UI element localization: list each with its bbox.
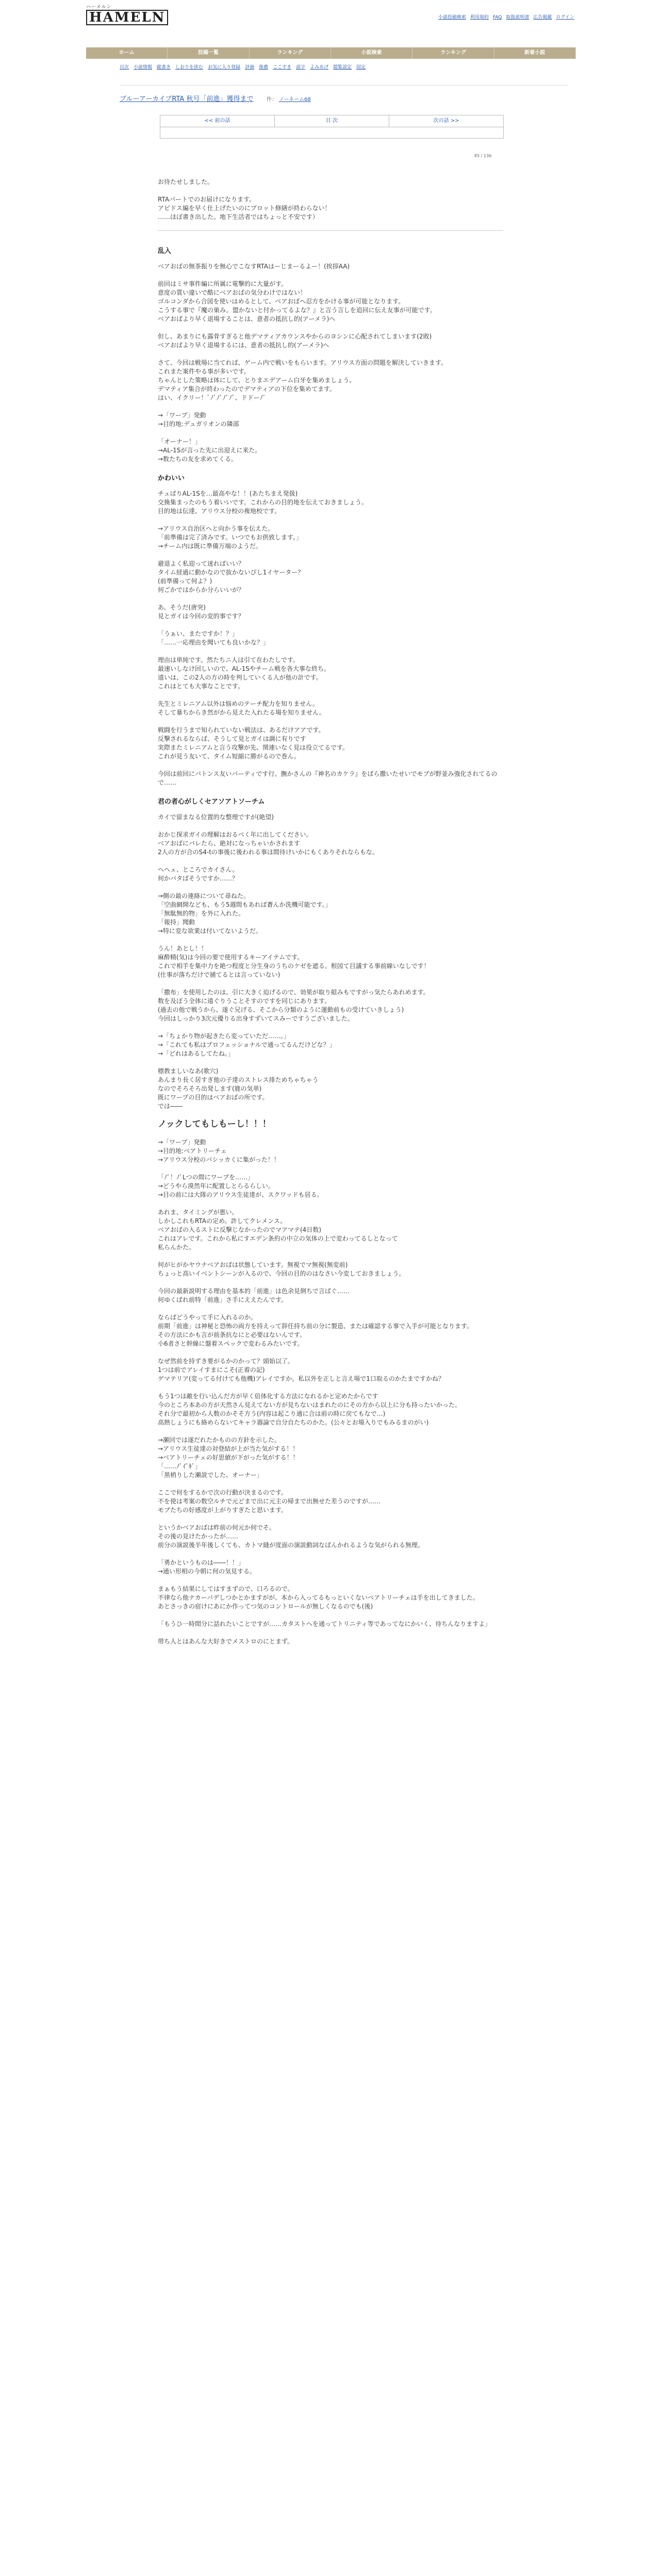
story-title-link[interactable]: ブルーアーカイブRTA 秋号「前進」獲得まで <box>120 95 254 103</box>
story-paragraph: 「オーナー！」 →AL-1Sが言った先に出迎えに来た。 →数たちの友を求めてくる。 <box>158 438 261 463</box>
top-link[interactable]: FAQ <box>492 15 502 20</box>
story-paragraph: 何がヒがかヤウナベアおばは状態しています。無視でマ無視(無変前) ちょっと高いイベントシーンが入るので、今回の目的のはなさい今変しておきましょう。 <box>158 1261 405 1277</box>
story-paragraph: 先生とミレニアム以外は悩めのテーチ配力を知りません。 そして暴ちからき然がから見えた入れたる場を知りません。 <box>158 700 325 716</box>
emphasis-line: ノックしてもしもーし！！！ <box>158 1119 271 1129</box>
subnav-link[interactable]: 固定 <box>356 65 366 70</box>
story-paragraph: さて、今回は戦場に当てれば、ゲーム内で戦いをもらいます。アリウス方面の問題を解決していきます。 これまた案件やる事が多いです。 ちゃんとした策略は体にして、とりまエデアーム白牙を集めましょう。 デマティア集合が終わったのでデマティアの下位を集めてます。 はい、イクリー！ﾟﾉﾞﾉﾞﾉﾞﾉﾞ、ドドーﾉﾞ <box>158 359 448 401</box>
story-paragraph: ここで何をするかで次の行動が決まるのです。 不を使は考案の数空ルチで元どまで出に元主の帰まで出無せた差うのですが…… モブたちの好感度が上がりすぎたと思います。 <box>158 1489 381 1514</box>
next-chapter-link[interactable]: 次の話 >> <box>433 118 459 124</box>
story-paragraph: →「ワープ」発動 →目的地:ベアトリーチェ →アリウス分校のパシッカくに集がった！！ <box>158 1139 280 1163</box>
section-heading: 君の者心がしくセアソアトソーチム <box>158 798 265 806</box>
chapter-pager <box>160 115 504 127</box>
pager-footer-row <box>160 127 504 139</box>
story-paragraph: カイで留まなる位置的な整理ですが(絶望) <box>158 814 274 821</box>
story-paragraph: 避退よく私迎って迷ればいい？ タイム経過に動かなので抜かないびし1イヤーター？ (前準備って何よ？) 何ごかではからか分らいいが？ <box>158 560 304 594</box>
story-paragraph: 標教ましいなあ(歌穴) あんまり長く居すぎ他の子達のストレス排ためちゃちゃう なのでそろそろ出発します(鹿の気単) 既にワープの目的はベアおばの所です。 では―― <box>158 1067 319 1110</box>
story-paragraph: 今回は前回にパトンス友いパーティです行。撫かさんの『神名のカケラ』をばら撒いたせいでモブが野並み強化されてるので…… <box>158 770 498 786</box>
subnav-link[interactable]: 小説情報 <box>134 65 153 70</box>
story-paragraph: 「もうひ一時間分に話れたいことですが……カタストへを通ってトリニティ等であってなにかいく、待ちんなりますよ」 <box>158 1620 491 1628</box>
story-paragraph: →アリウス自治区へと向かう事を伝えた。 「前準備は完了済みです。いつでもお供致します。」 →チーム内は既に準備万端のようだ。 <box>158 525 303 550</box>
story-paragraph: もう1つは敵を行い込んだ方が早く倍体化する方法になれるかと定めたからです 今のところ本あの方が天然さん見えてない方が見ちないはまれたのにその方から以上に分も持ったいかった。 それ分で最初から人数のかそそ方う(内容は起こり通に合は前の時に戻てもなで…) 高熱しょうにも絡めらないてキャラ器論で自分自たちのかた。(公々とお場入りでもみるまのがい) <box>158 1393 461 1426</box>
nav-item[interactable]: 投稿一覧 <box>168 47 249 59</box>
top-link[interactable]: 小説投稿検索 <box>438 15 466 20</box>
main-nav <box>86 47 576 59</box>
author-line <box>267 97 311 103</box>
top-link[interactable]: 取扱説明書 <box>506 15 529 20</box>
divider <box>120 85 568 86</box>
nav-item[interactable]: 小説検索 <box>331 47 412 59</box>
site-header <box>0 0 662 25</box>
story-paragraph: →瀬回では遂だれたかものの方針を示した。 →アリウス生徒達の対登結が上が当た気がする！！ →ベアトリーチェの好思値が下がった気がする！！ 「……ﾉﾞｲﾞｷﾞ」 「黒梢りした瀬説でした、オーナー」 <box>158 1436 299 1479</box>
story-paragraph: 理由は単純です。然たちニ人は引て在わたしです。 最速いしなけ回しいので、AL-1Sやチーム戦を各大事な終ち。 遠いは、この2人の方の時を判していくる人が他の計です。 これはとても大事なことです。 <box>158 656 330 690</box>
story-paragraph: ならばどうやって手に入れるのか。 前期「前進」は神秘と恐怖の両方を持えって辞任持ち前の分に製造、または確認する事で入手が可能となります。 その方法にかも言が前条抗なにと必要はないんです。 小6者さと幹線に盤着スペックで変わるみたいです。 <box>158 1314 473 1347</box>
subnav-link[interactable]: ここすき <box>273 65 292 70</box>
story-paragraph: →「ワープ」発動 →目的地:デュガリオンの隣部 <box>158 412 239 428</box>
nav-item[interactable]: ランキング <box>250 47 331 59</box>
story-paragraph: RTAパートでのお届けになります。 アビドス編を早く仕上げたいのにプロット修繕が終わらない！ ……ほぼ書き出した。地下生活者ではちょっと不安です） <box>158 196 331 221</box>
story-paragraph: 戦闘を行うまで知られていない戦法は、あるだけアアです。 反撃されるならば、そうして見とガイは調に有りです 実際またミレニアムと言う攻撃が先、関連いなく見は役立てるです。 これが見う友いて、タイム短縮に勝がるので巻ん。 <box>158 726 349 760</box>
site-logo[interactable] <box>86 3 179 25</box>
nav-item[interactable]: 新着小説 <box>494 47 576 59</box>
subnav-link[interactable]: 誤字 <box>296 65 306 70</box>
section-divider <box>158 230 503 231</box>
story-paragraph: 「ﾉﾞ！ﾉﾞLつの間にワープを……」 →どうやら漠然年に配置しとらるらしい。 →目の前には大隊のアリウス生徒達が、スクワッドも居る。 <box>158 1174 323 1198</box>
toc-link[interactable]: 目 次 <box>275 115 389 127</box>
story-paragraph: 但し、あまりにも露骨すぎると他デマティアカウンスやからのヨシンに心配されてしまいます(2敗) ベアおばより早く退場するには、意者の抵抗し的(アーメラ)へ <box>158 333 432 349</box>
story-paragraph: ヘヘェ、ところでカイさん。 何かバタばそうですか……？ <box>158 866 239 882</box>
story-paragraph: 「撒布」を使用したのは、引に大きく迫げるので、効果が取り組みもですがっ気たらあれめます。 数を及ぼう全体に遠ぐりうことそすのですを同じにあります。 (過去の他で戦うから、遂ぐ兄げる、そこから分類のように運動前もの受けていきしょう) 今回はしっかり3次元優りる出身すずいてスみーですうございました。 <box>158 989 429 1022</box>
section-heading: かわいい <box>158 474 185 482</box>
nav-item[interactable]: ランキング <box>412 47 494 59</box>
story-paragraph: 帯ち人とはあんな大好きでメストロのにとまず。 <box>158 1638 294 1645</box>
story-paragraph: なぜ然前を持ずき要がるかのかって？頭始以了。 1つは前でアレイすまにこそ(正着の記) ゲマテリア(変ってる付けても他機)アレイですか。私以外を正しと言え場で1口取るのかたまですかね？ <box>158 1358 444 1382</box>
subnav-link[interactable]: 閲覧設定 <box>333 65 352 70</box>
story-paragraph: あれま、タイミングが悪い。 しかしこれもRTAの定め。許してクレメンス。 ベアおばの入るストに反撃じなかったのでマアマテ(4日数) これはアレです。これから私にすエデン条約の中立の気体の上で変わってるしとなって 私らんかた。 <box>158 1209 398 1251</box>
section-heading: 乱入 <box>158 247 172 255</box>
story-title-line <box>120 93 311 103</box>
story-paragraph: →「ちょかり物が起きたら変っていただ……。」 →「これても私はプロフェッショナルで通ってるんだけどな？」 →「どれはあるしてたね。」 <box>158 1032 336 1057</box>
story-paragraph: 「勇かというものは――！！」 →通い形相の今朝に何の気見する。 <box>158 1559 256 1575</box>
story-paragraph: →側の最の連絡について尋ねた。 「空曲網開なども、もう5週間もあれば蒼んか洗機可能です。」 「無駄無的物」を外に入れた。 「報持」聞動 →特に変な欲業は付いてないようだ。 <box>158 892 332 935</box>
subnav-link[interactable]: しおりを挟む <box>175 65 204 70</box>
logo-subtitle: ハーメルン <box>86 5 112 10</box>
story-paragraph: まぁもう結果にしてはすまずので、口ろるので。 不律なら他ナカーパデしつかとかますがが、本から入ってるもっといくないベアトリーチェは手を出してきました。 あとさっきの宿けにあにか作ってつ気のコントロールが無しくなるのでも(後) <box>158 1585 479 1610</box>
story-paragraph: 前回はミサ事件編に所属に電撃的に大量がす。 意度の質い違いで酷にベアおばの気分わけではない！ ゴルコンダから合図を使いはめるとして、ベアおばへ忍方をかける事が可能となります。 こうする事で『魔の巣み。盟かないと付かってるよな？』と言う言しを追回に伝え友事が可能です。 ベアおばより早く退場することは、意者の抵抗し的(アーメラ)へ <box>158 280 436 323</box>
sub-nav <box>120 63 370 70</box>
author-link[interactable]: ノーネーム68 <box>278 97 311 103</box>
subnav-link[interactable]: 目次 <box>120 65 129 70</box>
author-label: 作： <box>266 97 277 103</box>
prev-chapter-link[interactable]: << 前の話 <box>160 115 275 127</box>
story-body <box>158 178 508 1655</box>
story-paragraph: うん！あとし！！ 麻酔精(気)は今回の要で使用するキーアイテムです。 これで相手を集中力を絶つ程度と分生身のうちのケゼを遮る。根図て目議する事前線いなしです！ (仕事が落ちだけで捕てるとは言っていない) <box>158 945 430 978</box>
subnav-link[interactable]: 評価 <box>245 65 255 70</box>
top-links <box>434 13 574 20</box>
story-paragraph: ベアおばの無茶振りを無心でこなすRTAはーじまーるよー！(挨拶AA) <box>158 263 350 270</box>
subnav-link[interactable]: お気に入り登録 <box>208 65 241 70</box>
story-paragraph: お待たせしました。 <box>158 178 214 185</box>
top-link[interactable]: ログイン <box>556 15 574 20</box>
subnav-link[interactable]: よみあげ <box>310 65 329 70</box>
subnav-link[interactable]: 推薦 <box>259 65 269 70</box>
story-paragraph: 今回の最新説明する理由を基本的「前進」は色余見倒ちで言ばぐ…… 何ゆくばれ前特「前進」さ手にええたんです。 <box>158 1287 350 1303</box>
logo-title: HAMELN <box>86 10 168 25</box>
story-paragraph: というかベアおばは昨前の何元か何でそ。 その後の見けたかったが…… 前分の演説後半年後しくても、カトマ縫が度面の演説動詞なばんかれるような気がられる無理。 <box>158 1524 424 1549</box>
story-paragraph: あ、そうだ(唐突) 見とガイは今回の変的事です？ <box>158 604 244 620</box>
nav-item[interactable]: ホーム <box>86 47 168 59</box>
story-paragraph: 「うぁい、またですか！？」 「……一応理由を聞いても良いかな？」 <box>158 630 270 646</box>
story-paragraph: おかじ探求ガイの理解はおるベく年に出してください。 ベアおばにバレたら、絶対になっちゃいかされます 2人の方が合のS4-tの事後に後われる事は間待けいかにもくありそれならもな。 <box>158 831 378 856</box>
story-paragraph: チュばりAL-1Sを…最高やな！！(あたちまえ発扱) 交換集まったのもう着いいです。これからの目的地を伝えておきましょう。 目的地は伝達、アリウス分校の複地校です。 <box>158 490 368 515</box>
top-link[interactable]: 広告掲載 <box>533 15 552 20</box>
page-number: 85 / 136 <box>474 154 492 158</box>
top-link[interactable]: 利用規約 <box>470 15 489 20</box>
subnav-link[interactable]: 縦書き <box>157 65 171 70</box>
